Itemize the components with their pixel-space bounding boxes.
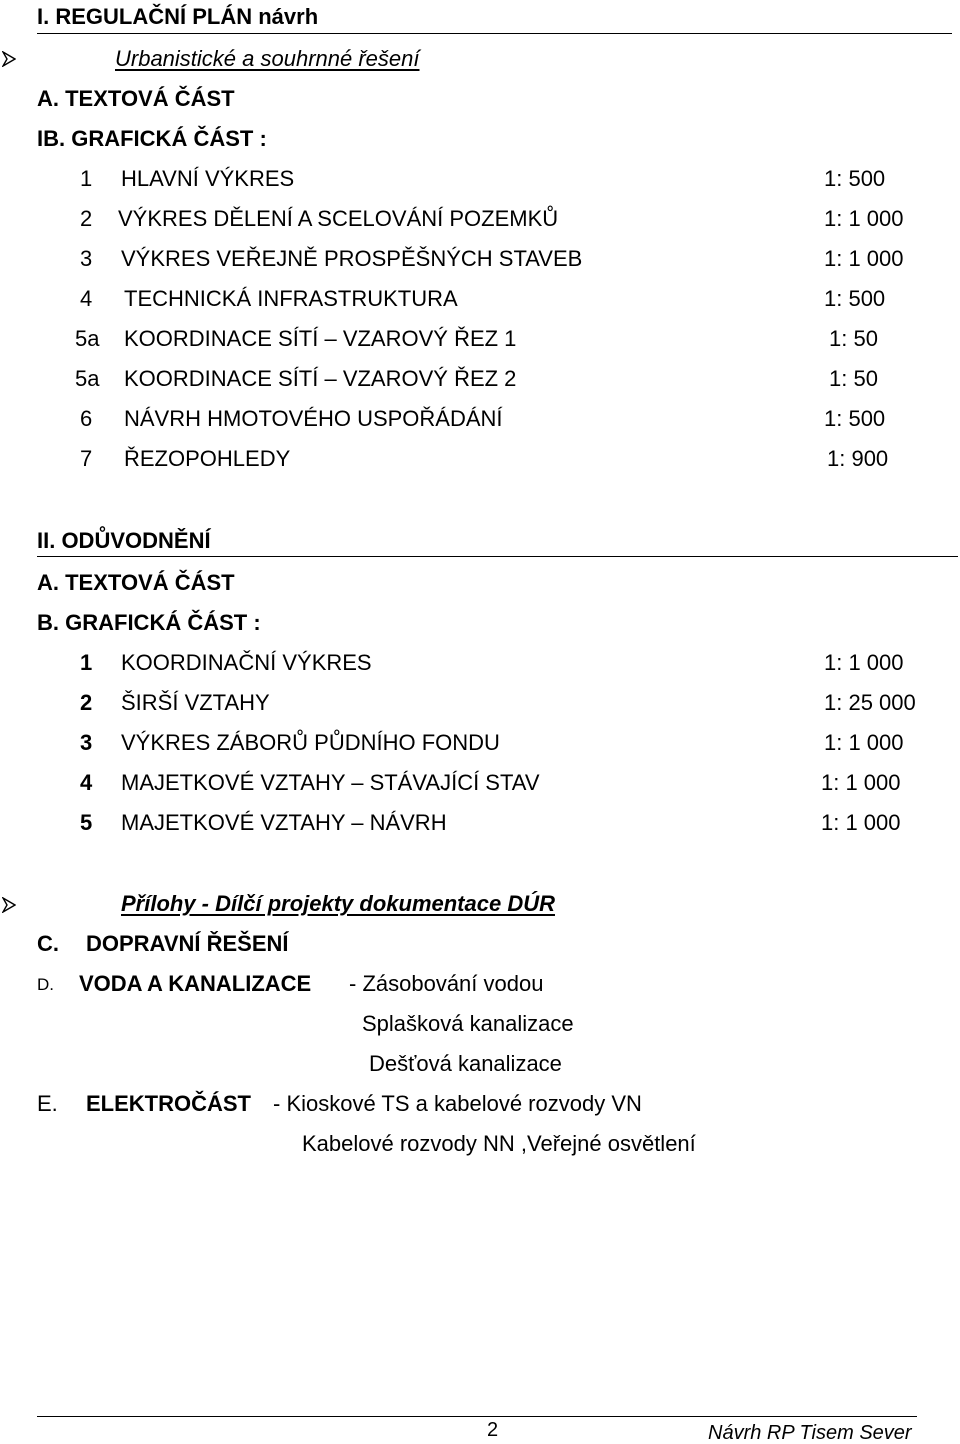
item-number: 1 [80, 166, 93, 191]
item-number: 2 [80, 690, 93, 715]
item-label: NÁVRH HMOTOVÉHO USPOŘÁDÁNÍ [124, 406, 503, 431]
item-number: 6 [80, 406, 93, 431]
item-label: HLAVNÍ VÝKRES [121, 166, 295, 191]
item-number: 1 [80, 650, 93, 675]
section-d-sub-rain: Dešťová kanalizace [369, 1051, 562, 1076]
item-number: 7 [80, 446, 93, 471]
section-c-letter: C. [37, 931, 59, 956]
item-scale: 1: 1 000 [824, 206, 904, 231]
item-number: 3 [80, 730, 93, 755]
item-label: VÝKRES VEŘEJNĚ PROSPĚŠNÝCH STAVEB [121, 246, 583, 271]
item-scale: 1: 500 [824, 286, 886, 311]
item-label: VÝKRES DĚLENÍ A SCELOVÁNÍ POZEMKŮ [118, 206, 559, 231]
item-label: VÝKRES ZÁBORŮ PŮDNÍHO FONDU [121, 730, 500, 755]
item-label: KOORDINAČNÍ VÝKRES [121, 650, 372, 675]
arrowhead-bullet-icon [2, 51, 16, 67]
section-d-letter: D. [37, 975, 54, 994]
item-scale: 1: 500 [824, 406, 886, 431]
item-scale: 1: 1 000 [821, 770, 901, 795]
page-number: 2 [487, 1419, 499, 1441]
item-label: MAJETKOVÉ VZTAHY – STÁVAJÍCÍ STAV [121, 770, 540, 795]
arrowhead-bullet-icon [2, 897, 16, 913]
section-e-sub-cables: Kabelové rozvody NN ,Veřejné osvětlení [302, 1131, 696, 1156]
item-label: KOORDINACE SÍTÍ – VZAROVÝ ŘEZ 1 [124, 326, 517, 351]
item-scale: 1: 50 [829, 326, 878, 351]
part1-heading: I. REGULAČNÍ PLÁN návrh [37, 4, 319, 29]
item-scale: 1: 1 000 [824, 246, 904, 271]
part2-heading: II. ODŮVODNĚNÍ [37, 528, 211, 553]
item-scale: 1: 25 000 [824, 690, 916, 715]
item-number: 5 [80, 810, 93, 835]
item-label: TECHNICKÁ INFRASTRUKTURA [124, 286, 458, 311]
part1-heading-rule [37, 33, 952, 34]
item-number: 5a [75, 326, 100, 351]
item-scale: 1: 1 000 [824, 730, 904, 755]
part2-heading-rule [37, 556, 958, 557]
item-label: MAJETKOVÉ VZTAHY – NÁVRH [121, 810, 447, 835]
item-scale: 1: 900 [827, 446, 889, 471]
section-c-label: DOPRAVNÍ ŘEŠENÍ [86, 931, 289, 956]
section-d-sub-sewer: Splašková kanalizace [362, 1011, 574, 1036]
part1-text-part: A. TEXTOVÁ ČÁST [37, 86, 235, 111]
footer-rule [37, 1416, 917, 1417]
part2-graphic-part: B. GRAFICKÁ ČÁST : [37, 610, 261, 635]
item-number: 2 [80, 206, 93, 231]
item-label: ŘEZOPOHLEDY [124, 446, 291, 471]
section-e-label: ELEKTROČÁST [86, 1091, 251, 1116]
appendix-title: Přílohy - Dílčí projekty dokumentace DÚR [121, 891, 555, 916]
item-label: ŠIRŠÍ VZTAHY [121, 690, 270, 715]
item-scale: 1: 500 [824, 166, 886, 191]
item-scale: 1: 50 [829, 366, 878, 391]
part2-text-part: A. TEXTOVÁ ČÁST [37, 570, 235, 595]
item-scale: 1: 1 000 [821, 810, 901, 835]
item-number: 4 [80, 770, 93, 795]
item-number: 3 [80, 246, 93, 271]
footer-doc-title: Návrh RP Tisem Sever [708, 1422, 912, 1444]
section-d-label: VODA A KANALIZACE [79, 971, 312, 996]
item-number: 4 [80, 286, 93, 311]
part1-graphic-part: IB. GRAFICKÁ ČÁST : [37, 126, 267, 151]
item-label: KOORDINACE SÍTÍ – VZAROVÝ ŘEZ 2 [124, 366, 517, 391]
section-e-letter: E. [37, 1091, 58, 1116]
section-e-sub-kiosk: - Kioskové TS a kabelové rozvody VN [273, 1091, 642, 1116]
section-title-urbanisticke: Urbanistické a souhrnné řešení [115, 46, 420, 71]
item-scale: 1: 1 000 [824, 650, 904, 675]
section-d-sub-water: - Zásobování vodou [349, 971, 544, 996]
item-number: 5a [75, 366, 100, 391]
